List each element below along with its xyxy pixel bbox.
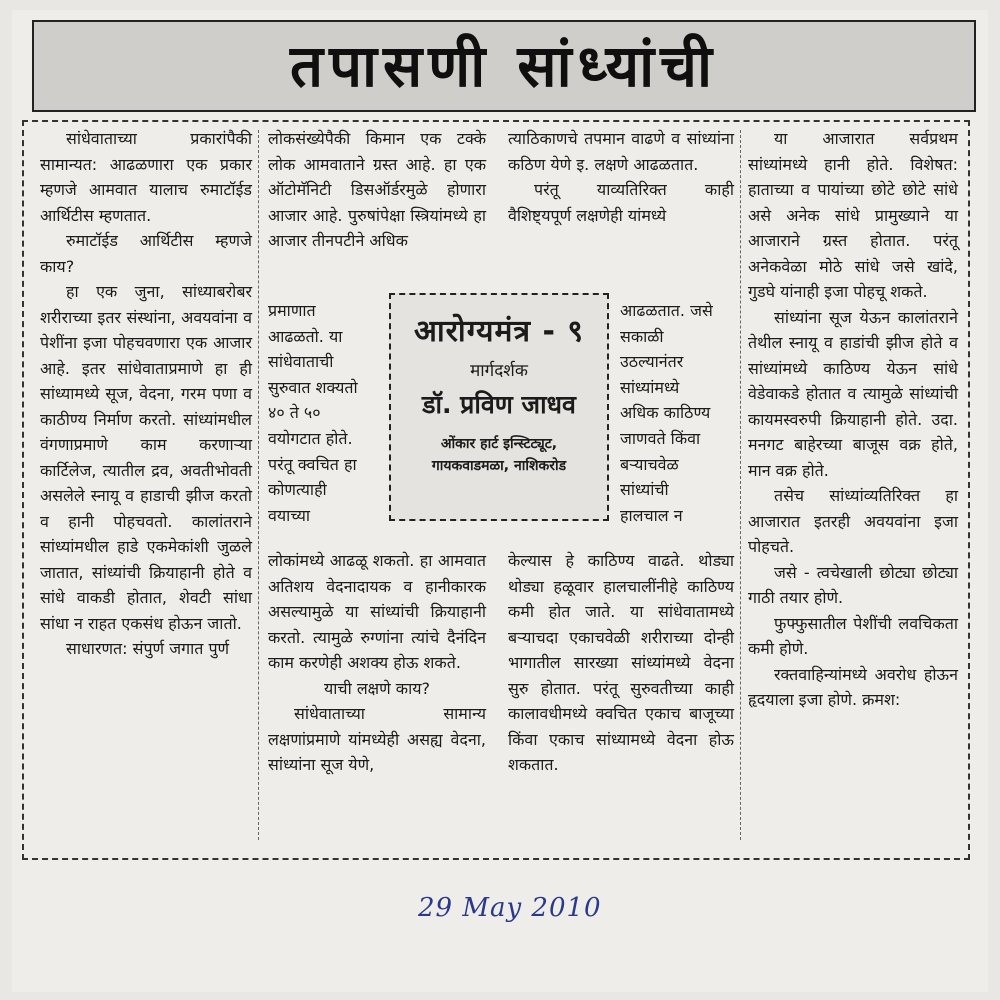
article-column-1 [40,126,252,662]
author-box [389,293,609,521]
series-title: आरोग्यमंत्र - ९ [414,314,584,349]
paragraph: परंतू याव्यतिरिक्त काही वैशिष्ट्यपूर्ण लक्षणेही यांमध्ये [508,180,734,225]
headline-banner [32,20,976,112]
text-line: प्रमाणात [268,301,316,320]
text-line: वयोगटात होते. [268,428,353,448]
text-line: आढळतो. या [268,326,343,346]
text-line: सांध्यांची [620,480,669,500]
article-column-3-top [508,126,734,228]
text-line: कोणत्याही [268,480,327,500]
article-column-2-top [268,126,486,254]
column-divider [740,130,741,840]
column-divider [258,130,259,840]
affiliation-line: ओंकार हार्ट इन्स्टिट्यूट, [440,436,558,452]
role-label: मार्गदर्शक [470,361,528,381]
text-line: वयाच्या [268,505,311,525]
paragraph: केल्यास हे काठिण्य वाढते. थोड्या थोड्या हळूवार हालचालींनीहे काठिण्य कमी होत जाते. या सांधेवातामध्ये बऱ्याचदा एकाचवेळी शरीराच्या दोन्ही भागातील सारख्या सांध्यांमध्ये वेदना सुरु होतात. परंतू सुरुवतीच्या काही कालावधीमध्ये क्वचित एकाच बाजूच्या किंवा एकाच सांध्यामध्ये वेदना होऊ शकतात. [508,551,734,774]
text-line: उठल्यानंतर [620,352,684,372]
paragraph: तसेच सांध्यांव्यतिरिक्त हा आजारात इतरही अवयवांना इजा पोहचते. [748,486,958,556]
text-line: हालचाल न [620,505,683,525]
text-line: अधिक काठिण्य [620,403,711,423]
article-column-4 [748,126,958,713]
paragraph: रक्तवाहिन्यांमध्ये अवरोध होऊन हृदयाला इजा होणे. क्रमश: [748,664,958,709]
paragraph: सांध्यांना सूज येऊन कालांतराने तेथील स्नायू व हाडांची झीज होते व सांध्यांमध्ये काठिण्य येऊन सांधे वेडेवाकडे होतात व त्यामुळे सांध्यांची कायमस्वरुपी क्रियाहानी होते. उदा. मनगट बाहेरच्या बाजूस वक्र होते, मान वक्र होते. [748,307,958,480]
text-line: जाणवते किंवा [620,428,701,448]
paragraph: रुमाटॉईड आर्थिटीस म्हणजे काय? [40,231,252,276]
text-line: परंतू क्वचित हा [268,454,357,474]
paragraph: या आजारात सर्वप्रथम सांध्यांमध्ये हानी होते. विशेषत: हाताच्या व पायांच्या छोटे छोटे सांधे असे अनेक सांधे प्रामुख्याने या आजाराने ग्रस्त होतात. परंतू अनेकवेळा मोठे सांधे जसे खांदे, गुडघे यांनाही इजा पोहचू शकते. [748,129,958,301]
article-column-2-bottom [268,548,486,778]
paragraph: सांधेवाताच्या प्रकारांपैकी सामान्यत: आढळणारा एक प्रकार म्हणजे आमवात यालाच रुमाटॉईड आर्थिटीस म्हणतात. [40,129,252,225]
paragraph: लोकसंख्येपैकी किमान एक टक्के लोक आमवाताने ग्रस्त आहे. हा एक ऑटोमॅनिटी डिसऑर्डरमुळे होणारा आजार आहे. पुरुषांपेक्षा स्त्रियांमध्ये हा आजार तीनपटीने अधिक [268,129,486,250]
subheading: याची लक्षणे काय? [324,678,430,698]
author-name: डॉ. प्रविण जाधव [422,390,576,419]
affiliation [391,433,607,477]
paragraph: हा एक जुना, सांध्याबरोबर शरीराच्या इतर संस्थांना, अवयवांना व पेशींना इजा पोहचवणारा एक आजार आहे. इतर सांधेवाताप्रमाणे हा ही सांध्यामध्ये सूज, वेदना, गरम पणा व काठीण्य निर्माण करतो. सांध्यांमधील वंगणाप्रमाणे काम करणाऱ्या कार्टिलेज, त्यातील द्रव, अवतीभोवती असलेले स्नायू व हाडाची झीज करतो व हानी पोहचवतो. कालांतराने सांध्यांमधील हाडे एकमेकांशी जुळले जातात, सांध्यांची क्रियाहानी होते व सांधे वाकडी होतात, शेवटी सांधा सांधा न राहत एकसंध होऊन जातो. [40,282,252,633]
article-column-2-narrow [268,298,386,528]
paragraph: त्याठिकाणचे तपमान वाढणे व सांध्यांना कठिण येणे इ. लक्षणे आढळतात. [508,129,734,174]
article-column-3-narrow [620,298,732,528]
text-line: सांध्यांमध्ये [620,377,680,397]
text-line: सांधेवाताची [268,352,334,372]
text-line: ४० ते ५० [268,403,321,423]
article-column-3-bottom [508,548,734,778]
text-line: सुरुवात शक्यतो [268,377,358,397]
paragraph: जसे - त्वचेखाली छोट्या छोट्या गाठी तयार होणे. [748,562,958,607]
handwritten-date: 29 May 2010 [418,893,602,923]
affiliation-line: गायकवाडमळा, नाशिकरोड [431,458,567,474]
paragraph: साधारणत: संपुर्ण जगात पुर्ण [66,639,230,658]
paragraph: लोकांमध्ये आढळू शकतो. हा आमवात अतिशय वेदनादायक व हानीकारक असल्यामुळे या सांध्यांची क्रियाहानी करतो. त्यामुळे रुग्णांना त्यांचे दैनंदिन काम करणेही अशक्य होऊ शकते. [268,551,486,672]
text-line: आढळतात. जसे [620,301,713,320]
text-line: सकाळी [620,326,664,346]
text-line: बऱ्याचवेळ [620,454,679,474]
paragraph: फुफ्फुसातील पेशींची लवचिकता कमी होणे. [748,613,958,658]
headline: तपासणी सांध्यांची [290,32,718,100]
paragraph: सांधेवाताच्या सामान्य लक्षणांप्रमाणे यांमध्येही असह्य वेदना, सांध्यांना सूज येणे, [268,704,486,774]
